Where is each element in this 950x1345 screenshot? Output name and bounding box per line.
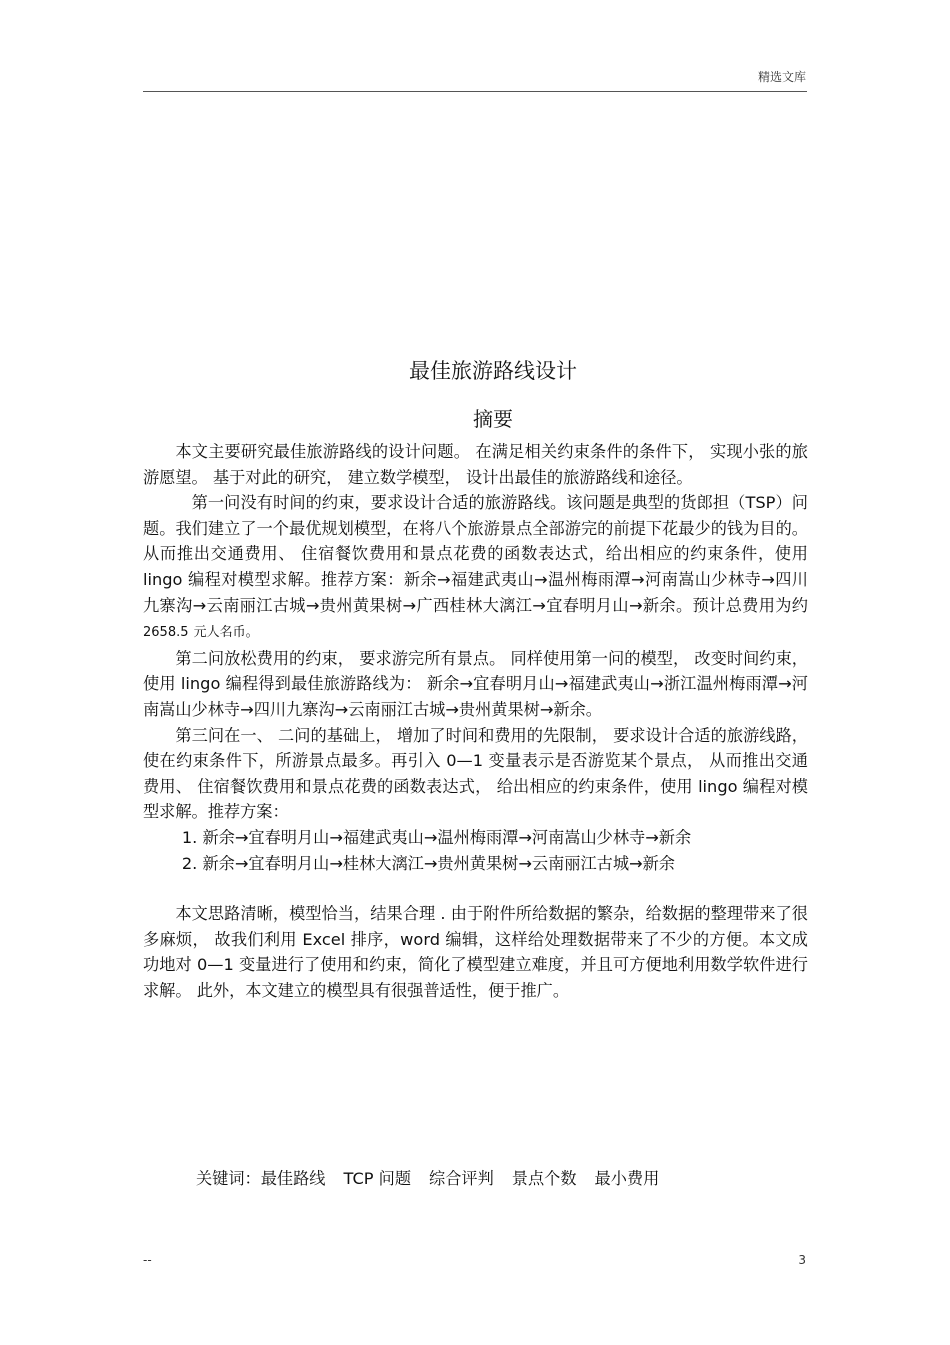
paragraph-conclusion: 本文思路清晰，模型恰当，结果合理 . 由于附件所给数据的繁杂，给数据的整理带来了很多麻烦， 故我们利用 Excel 排序，word 编辑，这样给处理数据带来了不少的方便。本文成功地对 0—1 变量进行了使用和约束，简化了模型建立难度，并且可方便地利用数学软件进行求解。 此外，本文建立的模型具有很强普适性，便于推广。 [143, 904, 808, 1000]
keyword-item: 景点个数 [511, 1169, 577, 1188]
keyword-item: 最小费用 [594, 1169, 660, 1188]
abstract-heading: 摘要 [473, 407, 513, 431]
keyword-item: 最佳路线 [260, 1169, 326, 1188]
header-rule [143, 91, 807, 92]
paragraph-question-one [143, 490, 808, 646]
total-cost-unit: 元人名币。 [193, 625, 259, 641]
keyword-item: TCP 问题 [343, 1169, 412, 1188]
keywords-line [196, 1165, 677, 1189]
abstract-body [143, 439, 808, 1003]
route-option-1: 1. 新余→宜春明月山→福建武夷山→温州梅雨潭→河南嵩山少林寺→新余 [181, 827, 692, 847]
keywords-label: 关键词： [196, 1169, 261, 1188]
paragraph-question-one-text: 第一问没有时间的约束，要求设计合适的旅游路线。该问题是典型的货郎担（TSP）问题。我们建立了一个最优规划模型，在将八个旅游景点全部游完的前提下花最少的钱为目的。 从而推出交通费用、 住宿餐饮费用和景点花费的函数表达式，给出相应的约束条件，使用 lingo 编程对模型求解。推荐方案：新余→福建武夷山→温州梅雨潭→河南嵩山少林寺→四川九寨沟→云南丽江古城→贵州黄果树→广西桂林大漓江→宜春明月山→新余。预计总费用为约 [143, 493, 808, 615]
paragraph-question-two: 第二问放松费用的约束， 要求游完所有景点。 同样使用第一问的模型， 改变时间约束， 使用 lingo 编程得到最佳旅游路线为： 新余→宜春明月山→福建武夷山→浙江温州梅雨潭→河南嵩山少林寺→四川九寨沟→云南丽江古城→贵州黄果树→新余。 [143, 648, 808, 719]
route-option-2: 2. 新余→宜春明月山→桂林大漓江→贵州黄果树→云南丽江古城→新余 [181, 853, 675, 873]
paragraph-intro: 本文主要研究最佳旅游路线的设计问题。 在满足相关约束条件的条件下， 实现小张的旅游愿望。 基于对此的研究， 建立数学模型， 设计出最佳的旅游路线和途径。 [143, 442, 808, 487]
paragraph-gap [143, 876, 808, 901]
header-label: 精选文库 [757, 70, 806, 84]
page-number: 3 [798, 1253, 806, 1267]
keyword-item: 综合评判 [429, 1169, 494, 1188]
paragraph-question-three: 第三问在一、 二问的基础上， 增加了时间和费用的先限制， 要求设计合适的旅游线路，使在约束条件下，所游景点最多。再引入 0—1 变量表示是否游览某个景点， 从而推出交通费用、 住宿餐饮费用和景点花费的函数表达式， 给出相应的约束条件，使用 lingo 编程对模型求解。推荐方案： [143, 725, 808, 822]
total-cost-value: 2658.5 [143, 625, 189, 641]
document-title: 最佳旅游路线设计 [409, 359, 577, 383]
footer-dashes: -- [143, 1253, 152, 1267]
